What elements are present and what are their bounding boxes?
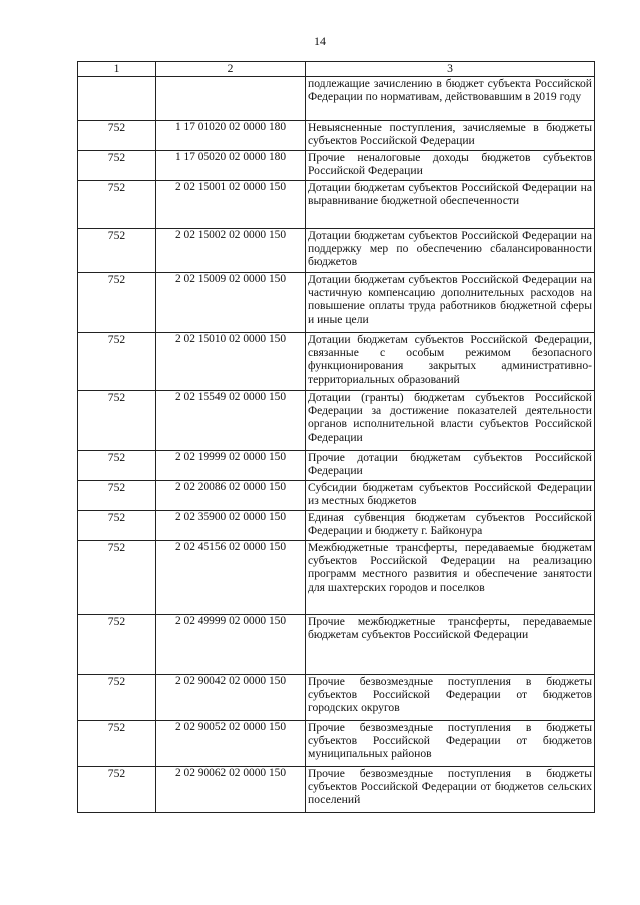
budget-code-cell: 2 02 35900 02 0000 150 (156, 511, 306, 541)
budget-code-cell: 2 02 19999 02 0000 150 (156, 451, 306, 481)
revenue-name-cell: Дотации бюджетам субъектов Российской Федерации на поддержку мер по обеспечению сбалансированности бюджетов (306, 229, 595, 273)
budget-code-cell: 2 02 15001 02 0000 150 (156, 181, 306, 229)
admin-code-cell: 752 (78, 675, 156, 721)
table-row (78, 273, 595, 333)
revenue-name-cell: Межбюджетные трансферты, передаваемые бюджетам субъектов Российской Федерации на реализацию программ местного развития и обеспечение занятости для шахтерских городов и поселков (306, 541, 595, 615)
admin-code-cell: 752 (78, 333, 156, 391)
admin-code-cell: 752 (78, 273, 156, 333)
table-row (78, 767, 595, 813)
table-row (78, 229, 595, 273)
budget-code-cell: 1 17 05020 02 0000 180 (156, 151, 306, 181)
revenue-name-cell: Невыясненные поступления, зачисляемые в бюджеты субъектов Российской Федерации (306, 121, 595, 151)
budget-code-cell (156, 77, 306, 121)
table-row (78, 451, 595, 481)
table-row (78, 151, 595, 181)
column-header-3: 3 (306, 62, 595, 77)
admin-code-cell (78, 77, 156, 121)
revenue-name-cell: Прочие дотации бюджетам субъектов Российской Федерации (306, 451, 595, 481)
admin-code-cell: 752 (78, 151, 156, 181)
column-header-1: 1 (78, 62, 156, 77)
admin-code-cell: 752 (78, 541, 156, 615)
budget-code-cell: 2 02 15002 02 0000 150 (156, 229, 306, 273)
admin-code-cell: 752 (78, 451, 156, 481)
admin-code-cell: 752 (78, 511, 156, 541)
revenue-name-cell: Прочие неналоговые доходы бюджетов субъектов Российской Федерации (306, 151, 595, 181)
revenue-name-cell: Субсидии бюджетам субъектов Российской Федерации из местных бюджетов (306, 481, 595, 511)
revenue-name-cell: Единая субвенция бюджетам субъектов Российской Федерации и бюджету г. Байконура (306, 511, 595, 541)
table-row (78, 391, 595, 451)
page-number: 14 (314, 34, 326, 48)
table-row (78, 675, 595, 721)
admin-code-cell: 752 (78, 181, 156, 229)
budget-code-cell: 2 02 90052 02 0000 150 (156, 721, 306, 767)
budget-code-cell: 2 02 15009 02 0000 150 (156, 273, 306, 333)
revenue-name-cell: Прочие безвозмездные поступления в бюджеты субъектов Российской Федерации от бюджетов городских округов (306, 675, 595, 721)
table-row (78, 121, 595, 151)
table-row (78, 181, 595, 229)
column-header-2: 2 (156, 62, 306, 77)
table-row (78, 721, 595, 767)
revenue-name-cell: Дотации (гранты) бюджетам субъектов Российской Федерации за достижение показателей деятельности органов исполнительной власти субъектов Российской Федерации (306, 391, 595, 451)
budget-code-cell: 2 02 20086 02 0000 150 (156, 481, 306, 511)
budget-code-cell: 2 02 49999 02 0000 150 (156, 615, 306, 675)
admin-code-cell: 752 (78, 767, 156, 813)
revenue-name-cell: Дотации бюджетам субъектов Российской Федерации на выравнивание бюджетной обеспеченности (306, 181, 595, 229)
table-row (78, 77, 595, 121)
budget-code-cell: 2 02 45156 02 0000 150 (156, 541, 306, 615)
revenue-name-cell: Дотации бюджетам субъектов Российской Федерации на частичную компенсацию дополнительных расходов на повышение оплаты труда работников бюджетной сферы и иные цели (306, 273, 595, 333)
budget-revenue-table (77, 61, 595, 813)
table-row (78, 481, 595, 511)
table-row (78, 333, 595, 391)
budget-code-cell: 2 02 15549 02 0000 150 (156, 391, 306, 451)
admin-code-cell: 752 (78, 229, 156, 273)
table-header-row (78, 62, 595, 77)
revenue-name-cell: подлежащие зачислению в бюджет субъекта Российской Федерации по нормативам, действовавшим в 2019 году (306, 77, 595, 121)
admin-code-cell: 752 (78, 391, 156, 451)
budget-code-cell: 1 17 01020 02 0000 180 (156, 121, 306, 151)
budget-code-cell: 2 02 90042 02 0000 150 (156, 675, 306, 721)
budget-code-cell: 2 02 15010 02 0000 150 (156, 333, 306, 391)
admin-code-cell: 752 (78, 481, 156, 511)
admin-code-cell: 752 (78, 615, 156, 675)
revenue-name-cell: Прочие безвозмездные поступления в бюджеты субъектов Российской Федерации от бюджетов сельских поселений (306, 767, 595, 813)
table-row (78, 615, 595, 675)
revenue-name-cell: Прочие межбюджетные трансферты, передаваемые бюджетам субъектов Российской Федерации (306, 615, 595, 675)
admin-code-cell: 752 (78, 721, 156, 767)
table-row (78, 511, 595, 541)
table-row (78, 541, 595, 615)
revenue-name-cell: Дотации бюджетам субъектов Российской Федерации, связанные с особым режимом безопасного функционирования закрытых административно-территориальных образований (306, 333, 595, 391)
revenue-name-cell: Прочие безвозмездные поступления в бюджеты субъектов Российской Федерации от бюджетов муниципальных районов (306, 721, 595, 767)
admin-code-cell: 752 (78, 121, 156, 151)
budget-code-cell: 2 02 90062 02 0000 150 (156, 767, 306, 813)
